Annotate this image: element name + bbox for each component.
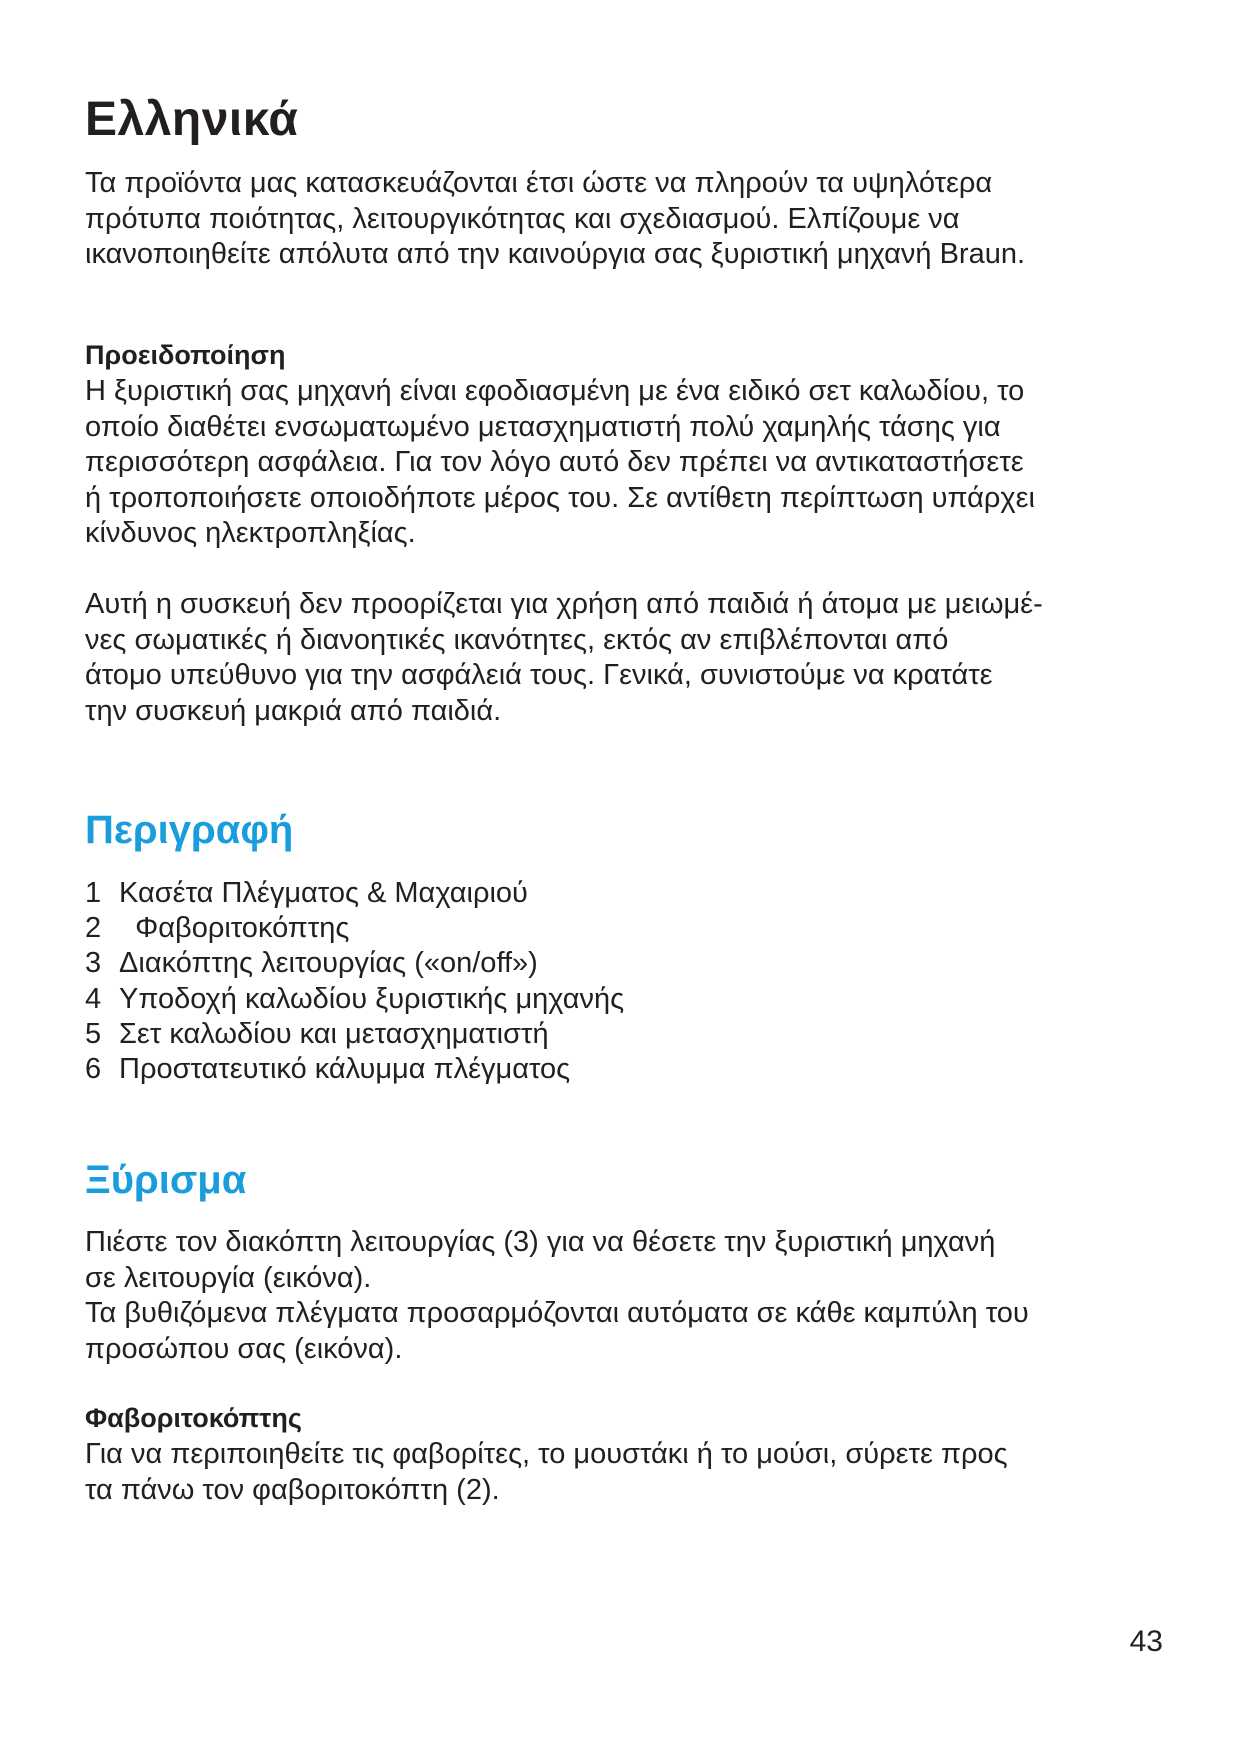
list-item — [85, 982, 624, 1017]
shaving-heading: Ξύρισμα — [85, 1158, 247, 1202]
warning-line: Αυτή η συσκευή δεν προορίζεται για χρήση από παιδιά ή άτομα με μειωμέ- — [85, 588, 1043, 620]
list-item — [85, 911, 624, 946]
shaving-line: Τα βυθιζόμενα πλέγματα προσαρμόζονται αυτόματα σε κάθε καμπύλη του — [85, 1297, 1029, 1329]
warning-line: Η ξυριστική σας μηχανή είναι εφοδιασμένη με ένα ειδικό σετ καλωδίου, το — [85, 375, 1025, 407]
warning-line: την συσκευή μακριά από παιδιά. — [85, 694, 502, 727]
intro-line: πρότυπα ποιότητας, λειτουργικότητας και σχεδιασμού. Ελπίζουμε να — [85, 202, 960, 235]
list-item-text: Διακόπτης λειτουργίας («on/off») — [119, 947, 538, 980]
shaving-paragraph — [85, 1225, 1170, 1367]
list-item-number: 4 — [85, 982, 102, 1015]
list-item — [85, 1017, 624, 1052]
warning-line: άτομο υπεύθυνο για την ασφάλειά τους. Γενικά, συνιστούμε να κρατάτε — [85, 659, 993, 691]
page-number: 43 — [1129, 1625, 1163, 1658]
warning-paragraph-1 — [85, 374, 1170, 552]
trimmer-heading: Φαβοριτοκόπτης — [85, 1403, 302, 1433]
trimmer-line: Για να περιποιηθείτε τις φαβορίτες, το μουστάκι ή το μούσι, σύρετε προς — [85, 1438, 1008, 1470]
warning-line: περισσότερη ασφάλεια. Για τον λόγο αυτό δεν πρέπει να αντικαταστήσετε — [85, 446, 1024, 478]
warning-line: οποίο διαθέτει ενσωματωμένο μετασχηματιστή πολύ χαμηλής τάσης για — [85, 410, 1001, 443]
list-item-text: Κασέτα Πλέγματος & Μαχαιριού — [119, 877, 528, 909]
list-item-number: 2 — [85, 912, 102, 945]
warning-heading: Προειδοποίηση — [85, 340, 286, 370]
shaving-line: προσώπου σας (εικόνα). — [85, 1332, 403, 1365]
warning-line: ή τροποποιήσετε οποιοδήποτε μέρος του. Σε αντίθετη περίπτωση υπάρχει — [85, 481, 1035, 514]
list-item-number: 6 — [85, 1053, 102, 1086]
trimmer-paragraph — [85, 1437, 1170, 1508]
list-item-text: Υποδοχή καλωδίου ξυριστικής μηχανής — [119, 982, 625, 1015]
shaving-line: σε λειτουργία (εικόνα). — [85, 1261, 372, 1294]
list-item-text: Προστατευτικό κάλυμμα πλέγματος — [119, 1053, 571, 1086]
list-item — [85, 876, 624, 911]
list-item-text: Φαβοριτοκόπτης — [119, 912, 350, 945]
page-title: Ελληνικά — [85, 93, 299, 146]
trimmer-line: τα πάνω τον φαβοριτοκόπτη (2). — [85, 1473, 500, 1506]
list-item — [85, 1052, 624, 1087]
description-heading: Περιγραφή — [85, 808, 294, 852]
list-item-text: Σετ καλωδίου και μετασχηματιστή — [119, 1017, 549, 1050]
list-item-number: 5 — [85, 1017, 102, 1050]
list-item-number: 1 — [85, 877, 102, 909]
parts-list — [85, 876, 624, 1087]
list-item — [85, 946, 624, 981]
intro-line: ικανοποιηθείτε απόλυτα από την καινούργια σας ξυριστική μηχανή Braun. — [85, 238, 1026, 270]
warning-line: κίνδυνος ηλεκτροπληξίας. — [85, 517, 416, 549]
warning-line: νες σωματικές ή διανοητικές ικανότητες, εκτός αν επιβλέπονται από — [85, 623, 949, 656]
list-item-number: 3 — [85, 947, 102, 980]
intro-paragraph — [85, 166, 1170, 273]
intro-line: Τα προϊόντα μας κατασκευάζονται έτσι ώστε να πληρούν τα υψηλότερα — [85, 167, 993, 199]
warning-paragraph-2 — [85, 587, 1170, 729]
shaving-line: Πιέστε τον διακόπτη λειτουργίας (3) για να θέσετε την ξυριστική μηχανή — [85, 1226, 996, 1258]
